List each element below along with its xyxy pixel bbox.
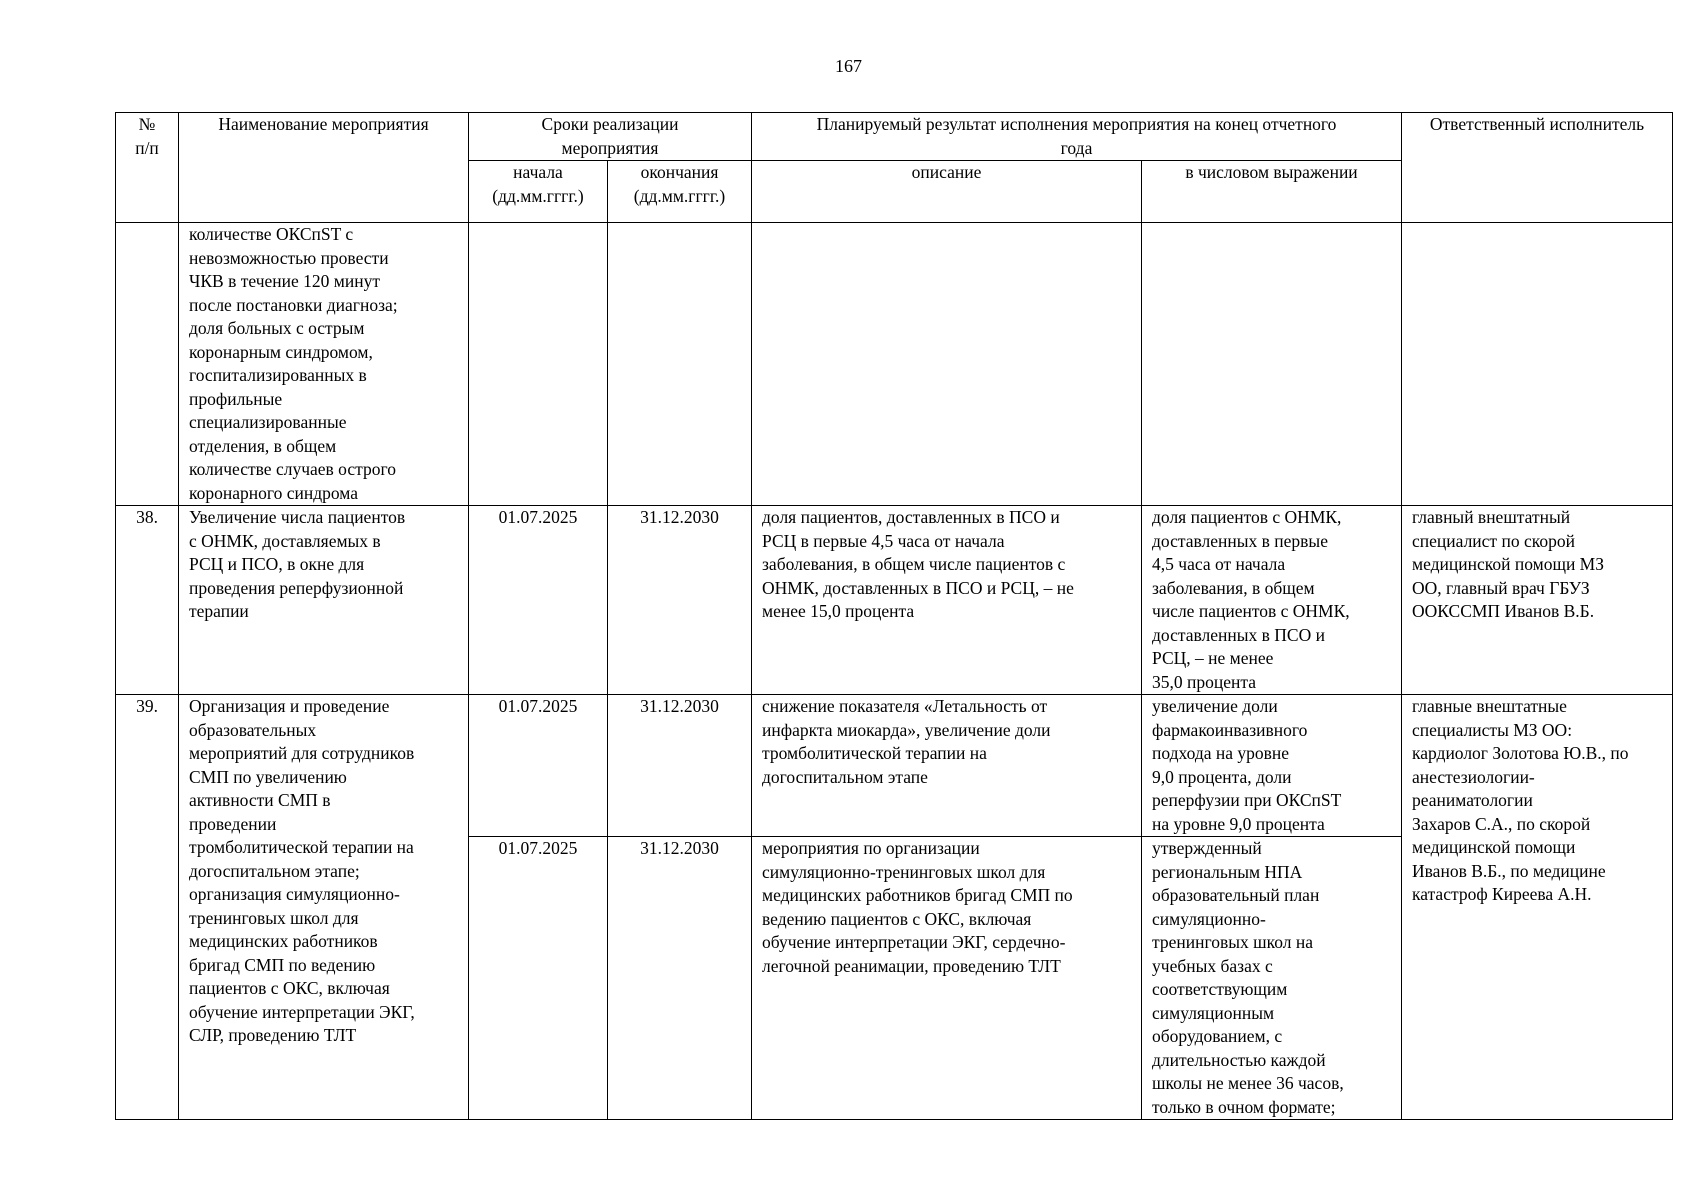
row-continuation-numeric [1142, 223, 1402, 506]
row-39a-description: снижение показателя «Летальность от инфаркта миокарда», увеличение доли тромболитической терапии на догоспитальном этапе [752, 695, 1142, 837]
row-39b-end-date: 31.12.2030 [608, 837, 752, 1120]
row-38-description: доля пациентов, доставленных в ПСО и РСЦ в первые 4,5 часа от начала заболевания, в общем числе пациентов с ОНМК, доставленных в ПСО и РСЦ, – не менее 15,0 процента [752, 506, 1142, 695]
row-39a-start-date: 01.07.2025 [469, 695, 608, 837]
row-38-responsible: главный внештатный специалист по скорой медицинской помощи МЗ ОО, главный врач ГБУЗ ООКССМП Иванов В.Б. [1402, 506, 1673, 695]
header-terms: Сроки реализации мероприятия [469, 113, 752, 161]
row-continuation-responsible [1402, 223, 1673, 506]
table-row-38 [116, 506, 1673, 695]
row-39b-start-date: 01.07.2025 [469, 837, 608, 1120]
row-continuation-end [608, 223, 752, 506]
row-38-name: Увеличение числа пациентов с ОНМК, доставляемых в РСЦ и ПСО, в окне для проведения реперфузионной терапии [179, 506, 469, 695]
row-39-name: Организация и проведение образовательных мероприятий для сотрудников СМП по увеличению активности СМП в проведении тромболитической терапии на догоспитальном этапе; организация симуляционно- тренинговых школ для медицинских работников бригад СМП по ведению пациентов с ОКС, включая обучение интерпретации ЭКГ, СЛР, проведению ТЛТ [179, 695, 469, 1120]
row-continuation-description [752, 223, 1142, 506]
row-continuation-name: количестве ОКСпST с невозможностью провести ЧКВ в течение 120 минут после постановки диагноза; доля больных с острым коронарным синдромом, госпитализированных в профильные специализированные отделения, в общем количестве случаев острого коронарного синдрома [179, 223, 469, 506]
header-responsible: Ответственный исполнитель [1402, 113, 1673, 223]
row-39a-numeric: увеличение доли фармакоинвазивного подхода на уровне 9,0 процента, доли реперфузии при ОКСпST на уровне 9,0 процента [1142, 695, 1402, 837]
row-continuation-number [116, 223, 179, 506]
page-number: 167 [835, 56, 862, 76]
table-header-row [116, 113, 1673, 161]
row-38-end-date: 31.12.2030 [608, 506, 752, 695]
header-planned-result: Планируемый результат исполнения мероприятия на конец отчетного года [752, 113, 1402, 161]
header-name: Наименование мероприятия [179, 113, 469, 223]
header-end-date: окончания (дд.мм.гггг.) [608, 161, 752, 223]
row-39b-numeric: утвержденный региональным НПА образовательный план симуляционно- тренинговых школ на учебных базах с соответствующим симуляционным оборудованием, с длительностью каждой школы не менее 36 часов, только в очном формате; [1142, 837, 1402, 1120]
row-38-number: 38. [116, 506, 179, 695]
row-39-number: 39. [116, 695, 179, 1120]
table-row-continuation [116, 223, 1673, 506]
table-row-39-part-a [116, 695, 1673, 837]
row-38-numeric: доля пациентов с ОНМК, доставленных в первые 4,5 часа от начала заболевания, в общем числе пациентов с ОНМК, доставленных в ПСО и РСЦ, – не менее 35,0 процента [1142, 506, 1402, 695]
row-39b-description: мероприятия по организации симуляционно-тренинговых школ для медицинских работников бригад СМП по ведению пациентов с ОКС, включая обучение интерпретации ЭКГ, сердечно- легочной реанимации, проведению ТЛТ [752, 837, 1142, 1120]
row-38-start-date: 01.07.2025 [469, 506, 608, 695]
header-number: № п/п [116, 113, 179, 223]
header-description: описание [752, 161, 1142, 223]
measures-table [115, 112, 1673, 1120]
header-start-date: начала (дд.мм.гггг.) [469, 161, 608, 223]
row-39a-end-date: 31.12.2030 [608, 695, 752, 837]
row-continuation-start [469, 223, 608, 506]
header-numeric: в числовом выражении [1142, 161, 1402, 223]
row-39-responsible: главные внештатные специалисты МЗ ОО: кардиолог Золотова Ю.В., по анестезиологии- реаниматологии Захаров С.А., по скорой медицинской помощи Иванов В.Б., по медицине катастроф Киреева А.Н. [1402, 695, 1673, 1120]
